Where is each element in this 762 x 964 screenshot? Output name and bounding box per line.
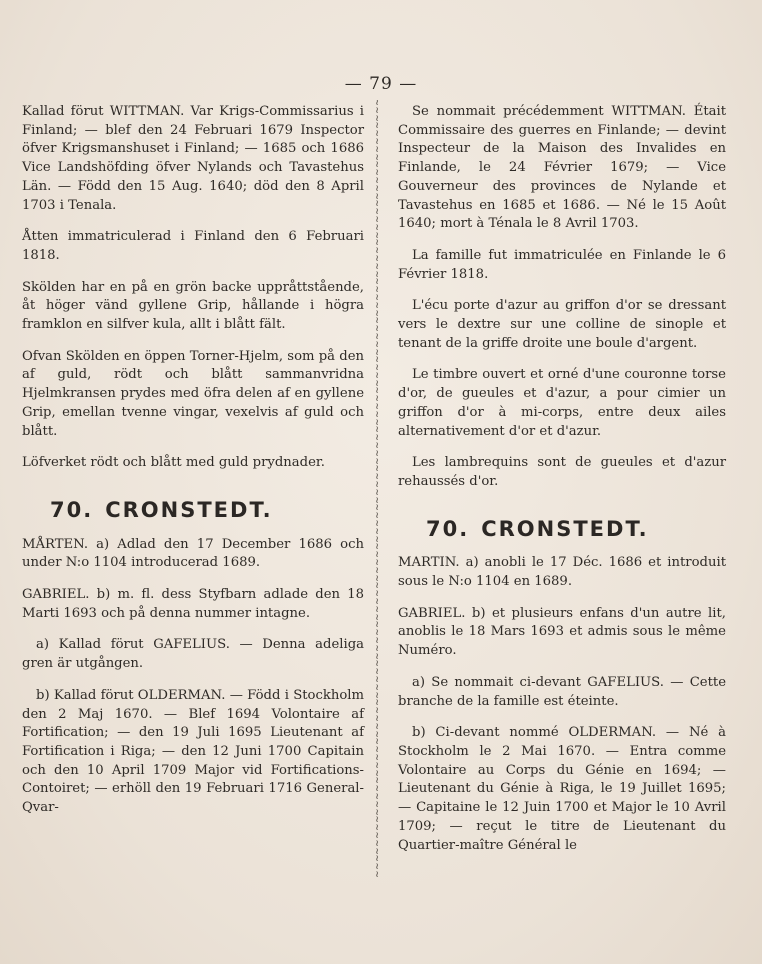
paragraph: Löfverket rödt och blått med guld prydnader.	[22, 455, 325, 471]
paragraph: MÅRTEN. a) Adlad den 17 December 1686 och under N:o 1104 introducerad 1689.	[22, 536, 364, 571]
family-heading	[50, 497, 364, 522]
paragraph: b) Ci-devant nommé OLDERMAN. — Né à Stockholm le 2 Mai 1670. — Entra comme Volontaire au Corps du Génie en 1694; — Lieutenant du Génie à Riga, le 19 Juillet 1695; — Capitaine le 12 Juin 1700 et Major le 10 Avril 1709; — reçut le titre de Lieutenant du Quartier-maître Général le	[398, 725, 726, 853]
swedish-column	[22, 103, 364, 831]
heading-name: CRONSTEDT.	[481, 516, 649, 541]
paragraph: a) Kallad förut GAFELIUS. — Denna adeliga gren är utgången.	[22, 637, 364, 672]
paragraph: a) Se nommait ci-devant GAFELIUS. — Cette branche de la famille est éteinte.	[398, 674, 726, 709]
paragraph: L'écu porte d'azur au griffon d'or se dressant vers le dextre sur une colline de sinople et tenant de la griffe droite une boule d'argent.	[398, 298, 726, 351]
column-divider: ≀ ≀ ≀ ≀ ≀ ≀ ≀ ≀ ≀ ≀ ≀ ≀ ≀ ≀ ≀ ≀ ≀ ≀ ≀ ≀ ≀ ≀ ≀ ≀ ≀ ≀ ≀ ≀ ≀ ≀ ≀ ≀ ≀ ≀ ≀ ≀ ≀ ≀ ≀ ≀ ≀ ≀ ≀ ≀ ≀ ≀ ≀ ≀ ≀ ≀ ≀ ≀ ≀ ≀ ≀ ≀ ≀ ≀ ≀ ≀ ≀ ≀ ≀ ≀ ≀ ≀ ≀ ≀ ≀ ≀ ≀ ≀ ≀ ≀ ≀ ≀ ≀ ≀ ≀ ≀ ≀ ≀ ≀ ≀ ≀ ≀ ≀ ≀ ≀ ≀ ≀ ≀ ≀ ≀ ≀ ≀ ≀ ≀ ≀ ≀	[375, 100, 379, 880]
paragraph: Kallad förut WITTMAN. Var Krigs-Commissarius i Finland; — blef den 24 Februari 1679 Inspector öfver Krigsmanshuset i Finland; — 1685 och 1686 Vice Landshöfding öfver Nylands och Tavastehus Län. — Född den 15 Aug. 1640; död den 8 April 1703 i Tenala.	[22, 104, 364, 213]
paragraph: Les lambrequins sont de gueules et d'azur rehaussés d'or.	[398, 455, 726, 489]
paragraph: MARTIN. a) anobli le 17 Déc. 1686 et introduit sous le N:o 1104 en 1689.	[398, 555, 726, 590]
paragraph: Skölden har en på en grön backe uppråttstående, åt höger vänd gyllene Grip, hållande i högra framklon en silfver kula, allt i blått fält.	[22, 279, 364, 333]
heading-name: CRONSTEDT.	[105, 497, 273, 522]
paragraph: GABRIEL. b) m. fl. dess Styfbarn adlade den 18 Marti 1693 och på denna nummer intagne.	[22, 587, 364, 621]
french-column	[398, 103, 726, 868]
paragraph: Ofvan Skölden en öppen Torner-Hjelm, som på den af guld, rödt och blått sammanvridna Hjelmkransen prydes med öfra delen af en gyllene Grip, emellan tvenne vingar, vexelvis af guld och blått.	[22, 348, 364, 439]
paragraph: Se nommait précédemment WITTMAN. Était Commissaire des guerres en Finlande; — devint Inspecteur de la Maison des Invalides en Finlande, le 24 Février 1679; — Vice Gouverneur des provinces de Nylande et Tavastehus en 1685 et 1686. — Né le 15 Août 1640; mort à Ténala le 8 Avril 1703.	[398, 104, 726, 232]
page-number: — 79 —	[344, 74, 418, 94]
heading-number: 70.	[426, 516, 470, 541]
heading-number: 70.	[50, 497, 94, 522]
paragraph: b) Kallad förut OLDERMAN. — Född i Stockholm den 2 Maj 1670. — Blef 1694 Volontaire af Fortification; — den 19 Juli 1695 Lieutenant af Fortification i Riga; — den 12 Juni 1700 Capitain och den 10 April 1709 Major vid Fortifications-Contoiret; — erhöll den 19 Februari 1716 General-Qvar-	[22, 687, 364, 816]
paragraph: La famille fut immatriculée en Finlande le 6 Février 1818.	[398, 247, 726, 282]
paragraph: Le timbre ouvert et orné d'une couronne torse d'or, de gueules et d'azur, a pour cimier un griffon d'or à mi-corps, entre deux ailes alternativement d'or et d'azur.	[398, 367, 726, 439]
paragraph: Åtten immatriculerad i Finland den 6 Februari 1818.	[22, 229, 364, 263]
paragraph: GABRIEL. b) et plusieurs enfans d'un autre lit, anoblis le 18 Mars 1693 et admis sous le même Numéro.	[398, 605, 726, 659]
family-heading	[426, 516, 726, 541]
